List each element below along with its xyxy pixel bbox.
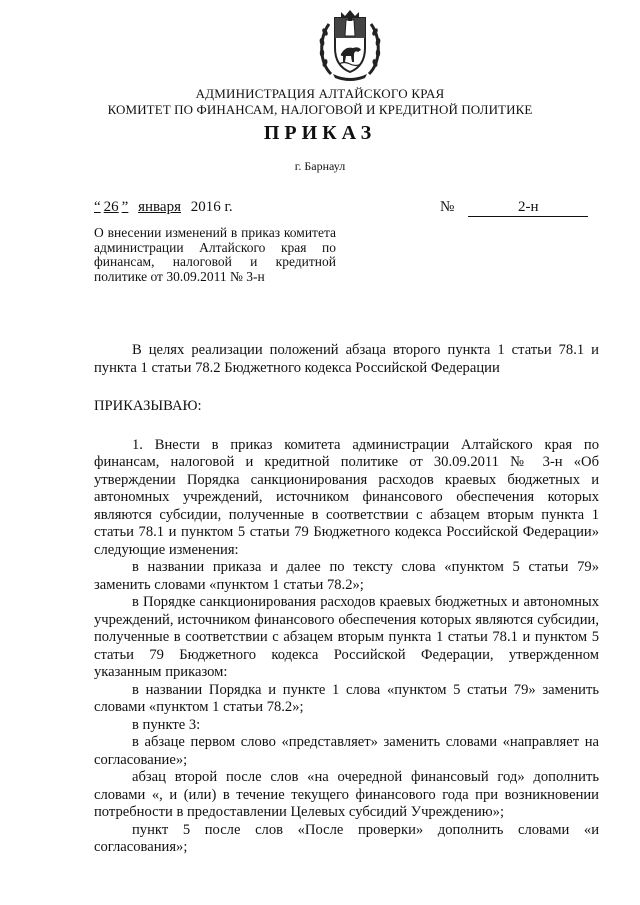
body-paragraph: пункт 5 после слов «После проверки» дополнить словами «и согласования»;	[94, 821, 599, 855]
date-quote-open: “	[94, 199, 101, 215]
number-value: 2-н	[468, 199, 588, 217]
body-paragraph: в названии приказа и далее по тексту слова «пунктом 5 статьи 79» заменить словами «пунктом 1 статьи 78.2»;	[94, 559, 599, 593]
committee-name: КОМИТЕТ ПО ФИНАНСАМ, НАЛОГОВОЙ И КРЕДИТНОЙ ПОЛИТИКЕ	[107, 102, 533, 117]
date-year: 2016 г.	[190, 199, 233, 215]
order-word: ПРИКАЗЫВАЮ:	[94, 398, 202, 414]
city-name: г. Барнаул	[294, 159, 346, 173]
body-paragraph: 1. Внести в приказ комитета администрации Алтайского края по финансам, налоговой и кредитной политике от 30.09.2011 № 3-н «Об утверждении Порядка санкционирования расходов краевых бюджетных и автономных учреждений, источником финансового обеспечения которых являются субсидии, полученные в соответствии с абзацем вторым пункта 1 статьи 78.1 и пунктом 5 статьи 79 Бюджетного кодекса Российской Федерации» следующие изменения:	[94, 436, 599, 558]
body-paragraph: в названии Порядка и пункте 1 слова «пунктом 5 статьи 79» заменить словами «пунктом 1 статьи 78.2»;	[94, 681, 599, 715]
date-day: 26	[103, 199, 119, 215]
body-paragraph: в Порядке санкционирования расходов краевых бюджетных и автономных учреждений, источником финансового обеспечения которых являются субсидии, полученные в соответствии с абзацем вторым пункта 1 статьи 78.1 и пунктом 5 статьи 79 Бюджетного кодекса Российской Федерации, утвержденном указанным приказом:	[94, 594, 599, 680]
body-paragraph: в пункте 3:	[132, 716, 201, 733]
document-body	[94, 342, 599, 857]
document-date	[94, 199, 233, 216]
coat-of-arms-icon	[317, 8, 383, 82]
number-label: №	[440, 199, 455, 215]
preamble-paragraph: В целях реализации положений абзаца второго пункта 1 статьи 78.1 и пункта 1 статьи 78.2 Бюджетного кодекса Российской Федерации	[94, 342, 599, 376]
document-subject: О внесении изменений в приказ комитета администрации Алтайского края по финансам, налоговой и кредитной политике от 30.09.2011 № 3-н	[94, 225, 336, 284]
date-quote-close: ”	[121, 199, 129, 215]
body-paragraph: абзац второй после слов «на очередной финансовый год» дополнить словами «, и (или) в течение текущего финансового года при возникновении потребности в предоставлении Целевых субсидий Учреждению»;	[94, 769, 599, 820]
document-number	[440, 199, 588, 217]
body-paragraph: в абзаце первом слово «представляет» заменить словами «направляет на согласование»;	[94, 734, 599, 768]
document-type-title: ПРИКАЗ	[263, 122, 377, 144]
date-month: января	[138, 199, 181, 215]
organization-name: АДМИНИСТРАЦИЯ АЛТАЙСКОГО КРАЯ	[195, 86, 445, 101]
